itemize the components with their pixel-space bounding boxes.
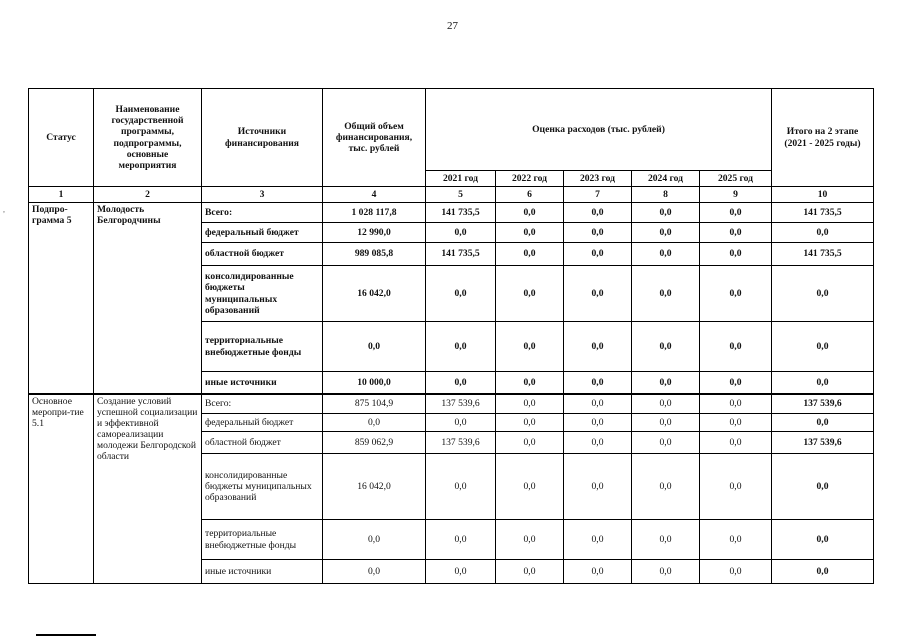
- year-value-cell: 0,0: [632, 322, 700, 372]
- total-value-cell: 1 028 117,8: [323, 203, 426, 223]
- year-value-cell: 0,0: [564, 203, 632, 223]
- year-value-cell: 0,0: [496, 223, 564, 243]
- source-cell: областной бюджет: [202, 243, 323, 266]
- itogo-value-cell: 0,0: [772, 454, 874, 520]
- year-value-cell: 0,0: [426, 322, 496, 372]
- year-value-cell: 0,0: [496, 243, 564, 266]
- source-cell: территориальные внебюджетные фонды: [202, 322, 323, 372]
- status-cell: Подпро-грамма 5: [29, 203, 94, 394]
- year-value-cell: 0,0: [632, 243, 700, 266]
- year-value-cell: 0,0: [496, 560, 564, 584]
- column-number: 6: [496, 187, 564, 203]
- itogo-value-cell: 0,0: [772, 372, 874, 394]
- column-number: 10: [772, 187, 874, 203]
- year-value-cell: 141 735,5: [426, 243, 496, 266]
- header-sources: Источники финансирования: [202, 89, 323, 187]
- source-cell: Всего:: [202, 394, 323, 414]
- year-value-cell: 0,0: [496, 203, 564, 223]
- year-value-cell: 0,0: [632, 372, 700, 394]
- itogo-value-cell: 0,0: [772, 414, 874, 432]
- financing-table: [28, 88, 874, 584]
- year-value-cell: 0,0: [564, 372, 632, 394]
- year-value-cell: 0,0: [564, 414, 632, 432]
- column-number: 3: [202, 187, 323, 203]
- itogo-value-cell: 0,0: [772, 223, 874, 243]
- year-value-cell: 0,0: [632, 520, 700, 560]
- year-value-cell: 0,0: [496, 454, 564, 520]
- column-number: 8: [632, 187, 700, 203]
- itogo-value-cell: 137 539,6: [772, 432, 874, 454]
- year-value-cell: 0,0: [496, 414, 564, 432]
- total-value-cell: 0,0: [323, 520, 426, 560]
- year-value-cell: 0,0: [426, 454, 496, 520]
- total-value-cell: 0,0: [323, 322, 426, 372]
- header-total: Общий объем финансирования, тыс. рублей: [323, 89, 426, 187]
- itogo-value-cell: 137 539,6: [772, 394, 874, 414]
- year-value-cell: 0,0: [426, 223, 496, 243]
- year-value-cell: 0,0: [564, 432, 632, 454]
- year-value-cell: 0,0: [426, 266, 496, 322]
- year-value-cell: 0,0: [700, 372, 772, 394]
- column-number: 4: [323, 187, 426, 203]
- table-row: [29, 394, 874, 414]
- margin-mark: ,: [3, 205, 5, 214]
- year-value-cell: 0,0: [632, 394, 700, 414]
- page-number: 27: [447, 20, 458, 32]
- column-number: 2: [94, 187, 202, 203]
- column-number: 5: [426, 187, 496, 203]
- year-value-cell: 137 539,6: [426, 432, 496, 454]
- year-value-cell: 0,0: [700, 243, 772, 266]
- year-value-cell: 0,0: [632, 454, 700, 520]
- itogo-value-cell: 0,0: [772, 520, 874, 560]
- year-value-cell: 141 735,5: [426, 203, 496, 223]
- total-value-cell: 10 000,0: [323, 372, 426, 394]
- itogo-value-cell: 141 735,5: [772, 203, 874, 223]
- table-row: [29, 203, 874, 223]
- year-value-cell: 0,0: [632, 414, 700, 432]
- year-value-cell: 0,0: [632, 560, 700, 584]
- source-cell: федеральный бюджет: [202, 414, 323, 432]
- year-value-cell: 0,0: [496, 520, 564, 560]
- year-value-cell: 0,0: [564, 454, 632, 520]
- header-year: 2024 год: [632, 171, 700, 187]
- total-value-cell: 989 085,8: [323, 243, 426, 266]
- header-itogo: Итого на 2 этапе (2021 - 2025 годы): [772, 89, 874, 187]
- year-value-cell: 0,0: [700, 203, 772, 223]
- header-name: Наименование государственной программы, подпрограммы, основные мероприятия: [94, 89, 202, 187]
- column-numbers-row: [29, 187, 874, 203]
- year-value-cell: 0,0: [632, 223, 700, 243]
- year-value-cell: 0,0: [564, 560, 632, 584]
- itogo-value-cell: 0,0: [772, 266, 874, 322]
- status-cell: Основное меропри-тие 5.1: [29, 394, 94, 584]
- year-value-cell: 0,0: [564, 243, 632, 266]
- year-value-cell: 0,0: [632, 266, 700, 322]
- footer-rule: [36, 634, 96, 636]
- table-body: [29, 203, 874, 584]
- source-cell: федеральный бюджет: [202, 223, 323, 243]
- year-value-cell: 0,0: [700, 322, 772, 372]
- column-number: 9: [700, 187, 772, 203]
- header-year: 2023 год: [564, 171, 632, 187]
- year-value-cell: 0,0: [564, 520, 632, 560]
- year-value-cell: 0,0: [426, 560, 496, 584]
- year-value-cell: 0,0: [700, 414, 772, 432]
- total-value-cell: 16 042,0: [323, 454, 426, 520]
- total-value-cell: 0,0: [323, 414, 426, 432]
- total-value-cell: 875 104,9: [323, 394, 426, 414]
- year-value-cell: 0,0: [700, 560, 772, 584]
- year-value-cell: 0,0: [632, 432, 700, 454]
- itogo-value-cell: 0,0: [772, 560, 874, 584]
- year-value-cell: 0,0: [496, 394, 564, 414]
- financing-table-container: [28, 88, 874, 584]
- source-cell: иные источники: [202, 372, 323, 394]
- itogo-value-cell: 0,0: [772, 322, 874, 372]
- source-cell: Всего:: [202, 203, 323, 223]
- year-value-cell: 0,0: [700, 432, 772, 454]
- header-status: Статус: [29, 89, 94, 187]
- year-value-cell: 0,0: [700, 266, 772, 322]
- program-name-cell: Создание условий успешной социализации и эффективной самореализации молодежи Белгородской области: [94, 394, 202, 584]
- year-value-cell: 0,0: [426, 372, 496, 394]
- column-number: 1: [29, 187, 94, 203]
- year-value-cell: 0,0: [700, 223, 772, 243]
- year-value-cell: 0,0: [426, 414, 496, 432]
- total-value-cell: 12 990,0: [323, 223, 426, 243]
- year-value-cell: 0,0: [496, 322, 564, 372]
- column-number: 7: [564, 187, 632, 203]
- header-year: 2021 год: [426, 171, 496, 187]
- header-year: 2022 год: [496, 171, 564, 187]
- year-value-cell: 0,0: [700, 520, 772, 560]
- year-value-cell: 0,0: [564, 223, 632, 243]
- source-cell: консолидированные бюджеты муниципальных образований: [202, 266, 323, 322]
- source-cell: иные источники: [202, 560, 323, 584]
- header-year: 2025 год: [700, 171, 772, 187]
- header-estimate: Оценка расходов (тыс. рублей): [426, 89, 772, 171]
- source-cell: областной бюджет: [202, 432, 323, 454]
- year-value-cell: 0,0: [700, 394, 772, 414]
- source-cell: территориальные внебюджетные фонды: [202, 520, 323, 560]
- year-value-cell: 0,0: [496, 372, 564, 394]
- itogo-value-cell: 141 735,5: [772, 243, 874, 266]
- year-value-cell: 0,0: [426, 520, 496, 560]
- year-value-cell: 0,0: [496, 432, 564, 454]
- year-value-cell: 0,0: [564, 394, 632, 414]
- year-value-cell: 0,0: [632, 203, 700, 223]
- total-value-cell: 0,0: [323, 560, 426, 584]
- source-cell: консолидированные бюджеты муниципальных образований: [202, 454, 323, 520]
- year-value-cell: 137 539,6: [426, 394, 496, 414]
- year-value-cell: 0,0: [564, 322, 632, 372]
- total-value-cell: 16 042,0: [323, 266, 426, 322]
- total-value-cell: 859 062,9: [323, 432, 426, 454]
- year-value-cell: 0,0: [564, 266, 632, 322]
- year-value-cell: 0,0: [700, 454, 772, 520]
- header-row: [29, 89, 874, 171]
- program-name-cell: Молодость Белгородчины: [94, 203, 202, 394]
- table-header: [29, 89, 874, 203]
- year-value-cell: 0,0: [496, 266, 564, 322]
